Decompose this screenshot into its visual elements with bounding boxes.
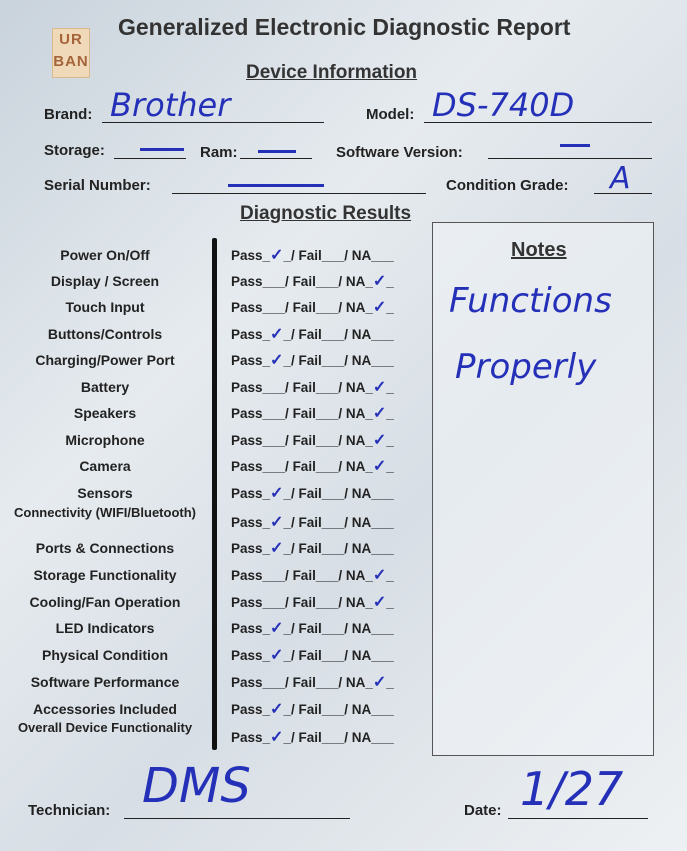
- fail-label: Fail: [298, 621, 322, 636]
- diagnostic-label: Battery: [80, 379, 130, 395]
- diagnostic-row: [0, 327, 430, 353]
- result-options: [231, 702, 394, 718]
- check-mark-icon: ✓: [270, 326, 284, 343]
- diagnostic-row: [0, 507, 430, 533]
- pass-option[interactable]: Pass___/: [231, 274, 293, 289]
- result-options: [231, 486, 394, 502]
- notes-line-1: Functions: [449, 281, 612, 321]
- na-label: NA: [351, 353, 372, 368]
- fail-label: Fail: [298, 486, 322, 501]
- na-label: NA: [345, 406, 366, 421]
- diagnostic-label: Physical Condition: [41, 647, 168, 663]
- na-option[interactable]: NA___: [351, 327, 394, 342]
- diagnostic-label: Connectivity (WIFI/Bluetooth): [14, 505, 196, 520]
- diagnostic-label: Display / Screen: [50, 273, 160, 289]
- na-option[interactable]: NA___: [351, 353, 394, 368]
- date-value: 1/27: [520, 762, 624, 816]
- diagnostic-label: Sensors: [77, 485, 133, 501]
- na-label: NA: [345, 595, 366, 610]
- check-mark-icon: ✓: [270, 514, 284, 531]
- logo-top: UR: [59, 31, 83, 48]
- na-option[interactable]: NA_✓_: [345, 432, 394, 449]
- result-options: [231, 541, 394, 557]
- fail-option[interactable]: Fail___/: [298, 648, 352, 663]
- technician-label: Technician:: [28, 802, 111, 819]
- result-options: [231, 459, 394, 475]
- check-mark-icon: ✓: [372, 299, 387, 316]
- result-options: [231, 675, 394, 691]
- pass-label: Pass: [231, 730, 263, 745]
- result-options: [231, 353, 394, 369]
- fail-option[interactable]: Fail___/: [298, 515, 352, 530]
- na-option[interactable]: NA___: [351, 486, 394, 501]
- result-options: [231, 730, 394, 746]
- na-label: NA: [351, 515, 372, 530]
- na-option[interactable]: NA___: [351, 648, 394, 663]
- pass-label: Pass: [231, 380, 263, 395]
- fail-label: Fail: [298, 353, 322, 368]
- fail-option[interactable]: Fail___/: [298, 541, 352, 556]
- date-label: Date:: [464, 802, 502, 819]
- result-options: [231, 248, 394, 264]
- na-option[interactable]: NA___: [351, 621, 394, 636]
- result-options: [231, 327, 394, 343]
- pass-option[interactable]: Pass_✓_/: [231, 326, 299, 343]
- pass-label: Pass: [231, 702, 263, 717]
- fail-option[interactable]: Fail___/: [298, 702, 352, 717]
- diagnostic-label: Speakers: [73, 405, 137, 421]
- result-options: [231, 406, 394, 422]
- diagnostic-results-heading: Diagnostic Results: [240, 203, 412, 224]
- na-option[interactable]: NA___: [351, 730, 394, 745]
- pass-option[interactable]: Pass_✓_/: [231, 620, 299, 637]
- pass-label: Pass: [231, 621, 263, 636]
- fail-option[interactable]: Fail___/: [292, 380, 346, 395]
- ram-dash: [258, 150, 296, 153]
- na-option[interactable]: NA_✓_: [345, 458, 394, 475]
- pass-option[interactable]: Pass_✓_/: [231, 514, 299, 531]
- fail-label: Fail: [292, 675, 316, 690]
- na-label: NA: [345, 459, 366, 474]
- pass-label: Pass: [231, 568, 263, 583]
- diagnostic-label: Cooling/Fan Operation: [29, 594, 181, 610]
- fail-option[interactable]: Fail___/: [292, 568, 346, 583]
- diagnostic-label: Accessories Included: [33, 701, 177, 717]
- check-mark-icon: ✓: [270, 485, 284, 502]
- pass-option[interactable]: Pass_✓_/: [231, 352, 299, 369]
- diagnostic-label: Charging/Power Port: [35, 352, 175, 368]
- device-info-heading: Device Information: [246, 62, 418, 83]
- software-version-label: Software Version:: [336, 144, 463, 161]
- diagnostic-row: [0, 406, 430, 432]
- na-label: NA: [345, 300, 366, 315]
- na-option[interactable]: NA_✓_: [345, 567, 394, 584]
- check-mark-icon: ✓: [372, 594, 387, 611]
- result-options: [231, 274, 394, 290]
- diagnostic-row: [0, 621, 430, 647]
- pass-label: Pass: [231, 648, 263, 663]
- pass-label: Pass: [231, 486, 263, 501]
- pass-option[interactable]: Pass_✓_/: [231, 247, 299, 264]
- check-mark-icon: ✓: [270, 247, 284, 264]
- notes-heading: Notes: [511, 239, 567, 261]
- fail-label: Fail: [292, 433, 316, 448]
- na-label: NA: [351, 486, 372, 501]
- fail-label: Fail: [298, 730, 322, 745]
- fail-option[interactable]: Fail___/: [292, 675, 346, 690]
- diagnostic-row: [0, 380, 430, 406]
- pass-label: Pass: [231, 406, 263, 421]
- pass-option[interactable]: Pass_✓_/: [231, 729, 299, 746]
- check-mark-icon: ✓: [270, 729, 284, 746]
- na-label: NA: [345, 433, 366, 448]
- na-label: NA: [351, 541, 372, 556]
- diagnostic-row: [0, 722, 430, 748]
- model-label: Model:: [366, 106, 415, 123]
- notes-box: [432, 222, 654, 756]
- check-mark-icon: ✓: [372, 458, 387, 475]
- check-mark-icon: ✓: [372, 432, 387, 449]
- fail-option[interactable]: Fail___/: [298, 730, 352, 745]
- fail-option[interactable]: Fail___/: [292, 300, 346, 315]
- check-mark-icon: ✓: [270, 620, 284, 637]
- fail-option[interactable]: Fail___/: [298, 486, 352, 501]
- model-value: DS-740D: [432, 86, 575, 124]
- software-dash: [560, 144, 590, 147]
- diagnostic-row: [0, 459, 430, 485]
- diagnostic-label: Buttons/Controls: [47, 326, 163, 342]
- pass-label: Pass: [231, 515, 263, 530]
- pass-label: Pass: [231, 541, 263, 556]
- result-options: [231, 515, 394, 531]
- fail-option[interactable]: Fail___/: [298, 327, 352, 342]
- na-option[interactable]: NA_✓_: [345, 273, 394, 290]
- fail-option[interactable]: Fail___/: [292, 406, 346, 421]
- fail-option[interactable]: Fail___/: [292, 433, 346, 448]
- pass-option[interactable]: Pass_✓_/: [231, 540, 299, 557]
- serial-dash: [228, 184, 324, 187]
- diagnostic-row: [0, 541, 430, 567]
- na-label: NA: [351, 730, 372, 745]
- check-mark-icon: ✓: [372, 674, 387, 691]
- result-options: [231, 568, 394, 584]
- urban-logo: [52, 28, 90, 78]
- fail-label: Fail: [298, 648, 322, 663]
- report-title: Generalized Electronic Diagnostic Report: [118, 14, 571, 40]
- fail-option[interactable]: Fail___/: [292, 595, 346, 610]
- result-options: [231, 648, 394, 664]
- pass-label: Pass: [231, 595, 263, 610]
- brand-label: Brand:: [44, 106, 93, 123]
- fail-label: Fail: [298, 327, 322, 342]
- diagnostic-label: Software Performance: [30, 674, 180, 690]
- na-label: NA: [345, 274, 366, 289]
- fail-option[interactable]: Fail___/: [292, 459, 346, 474]
- diagnostic-row: [0, 648, 430, 674]
- check-mark-icon: ✓: [270, 352, 284, 369]
- pass-label: Pass: [231, 353, 263, 368]
- condition-grade-label: Condition Grade:: [446, 177, 569, 194]
- pass-option[interactable]: Pass___/: [231, 459, 293, 474]
- check-mark-icon: ✓: [270, 647, 284, 664]
- diagnostic-row: [0, 353, 430, 379]
- diagnostic-row: [0, 433, 430, 459]
- result-options: [231, 380, 394, 396]
- diagnostic-row: [0, 248, 430, 274]
- fail-option[interactable]: Fail___/: [292, 274, 346, 289]
- na-option[interactable]: NA_✓_: [345, 674, 394, 691]
- diagnostic-row: [0, 595, 430, 621]
- na-option[interactable]: NA___: [351, 515, 394, 530]
- fail-label: Fail: [292, 459, 316, 474]
- fail-option[interactable]: Fail___/: [298, 353, 352, 368]
- diagnostic-label: Overall Device Functionality: [17, 720, 193, 735]
- fail-label: Fail: [292, 568, 316, 583]
- na-option[interactable]: NA___: [351, 702, 394, 717]
- fail-label: Fail: [298, 515, 322, 530]
- result-options: [231, 595, 394, 611]
- na-label: NA: [351, 327, 372, 342]
- pass-label: Pass: [231, 675, 263, 690]
- result-options: [231, 433, 394, 449]
- technician-value: DMS: [142, 758, 251, 814]
- logo-bottom: BAN: [53, 53, 89, 70]
- storage-label: Storage:: [44, 142, 105, 159]
- na-label: NA: [351, 621, 372, 636]
- fail-label: Fail: [292, 274, 316, 289]
- fail-label: Fail: [292, 406, 316, 421]
- check-mark-icon: ✓: [270, 701, 284, 718]
- result-options: [231, 300, 394, 316]
- diagnostic-label: Microphone: [65, 432, 145, 448]
- fail-label: Fail: [298, 541, 322, 556]
- notes-line-2: Properly: [455, 347, 597, 387]
- fail-label: Fail: [298, 248, 322, 263]
- fail-label: Fail: [292, 380, 316, 395]
- pass-option[interactable]: Pass___/: [231, 675, 293, 690]
- fail-label: Fail: [292, 300, 316, 315]
- pass-label: Pass: [231, 248, 263, 263]
- pass-option[interactable]: Pass___/: [231, 595, 293, 610]
- pass-option[interactable]: Pass___/: [231, 433, 293, 448]
- pass-option[interactable]: Pass_✓_/: [231, 647, 299, 664]
- diagnostic-label: Touch Input: [65, 299, 145, 315]
- na-label: NA: [345, 568, 366, 583]
- diagnostic-label: Storage Functionality: [33, 567, 177, 583]
- fail-label: Fail: [298, 702, 322, 717]
- diagnostic-label: Camera: [79, 458, 131, 474]
- pass-label: Pass: [231, 459, 263, 474]
- diagnostic-row: [0, 274, 430, 300]
- fail-option[interactable]: Fail___/: [298, 248, 352, 263]
- pass-label: Pass: [231, 300, 263, 315]
- check-mark-icon: ✓: [372, 379, 387, 396]
- check-mark-icon: ✓: [270, 540, 284, 557]
- na-option[interactable]: NA___: [351, 248, 394, 263]
- diagnostic-label: Power On/Off: [60, 247, 150, 263]
- serial-number-label: Serial Number:: [44, 177, 151, 194]
- na-option[interactable]: NA___: [351, 541, 394, 556]
- pass-option[interactable]: Pass___/: [231, 568, 293, 583]
- na-label: NA: [345, 380, 366, 395]
- na-option[interactable]: NA_✓_: [345, 405, 394, 422]
- pass-label: Pass: [231, 327, 263, 342]
- check-mark-icon: ✓: [372, 405, 387, 422]
- na-label: NA: [345, 675, 366, 690]
- pass-label: Pass: [231, 274, 263, 289]
- na-option[interactable]: NA_✓_: [345, 594, 394, 611]
- ram-label: Ram:: [200, 144, 238, 161]
- brand-value: Brother: [110, 86, 231, 124]
- diagnostic-label: LED Indicators: [55, 620, 155, 636]
- condition-grade-value: A: [610, 161, 631, 196]
- pass-option[interactable]: Pass___/: [231, 380, 293, 395]
- fail-option[interactable]: Fail___/: [298, 621, 352, 636]
- pass-option[interactable]: Pass_✓_/: [231, 701, 299, 718]
- na-label: NA: [351, 648, 372, 663]
- diagnostic-row: [0, 300, 430, 326]
- na-label: NA: [351, 702, 372, 717]
- pass-option[interactable]: Pass___/: [231, 300, 293, 315]
- diagnostic-row: [0, 675, 430, 701]
- check-mark-icon: ✓: [372, 567, 387, 584]
- na-option[interactable]: NA_✓_: [345, 299, 394, 316]
- result-options: [231, 621, 394, 637]
- na-option[interactable]: NA_✓_: [345, 379, 394, 396]
- pass-option[interactable]: Pass___/: [231, 406, 293, 421]
- pass-option[interactable]: Pass_✓_/: [231, 485, 299, 502]
- check-mark-icon: ✓: [372, 273, 387, 290]
- diagnostic-label: Ports & Connections: [35, 540, 175, 556]
- pass-label: Pass: [231, 433, 263, 448]
- fail-label: Fail: [292, 595, 316, 610]
- diagnostic-row: [0, 568, 430, 594]
- na-label: NA: [351, 248, 372, 263]
- storage-dash: [140, 148, 184, 151]
